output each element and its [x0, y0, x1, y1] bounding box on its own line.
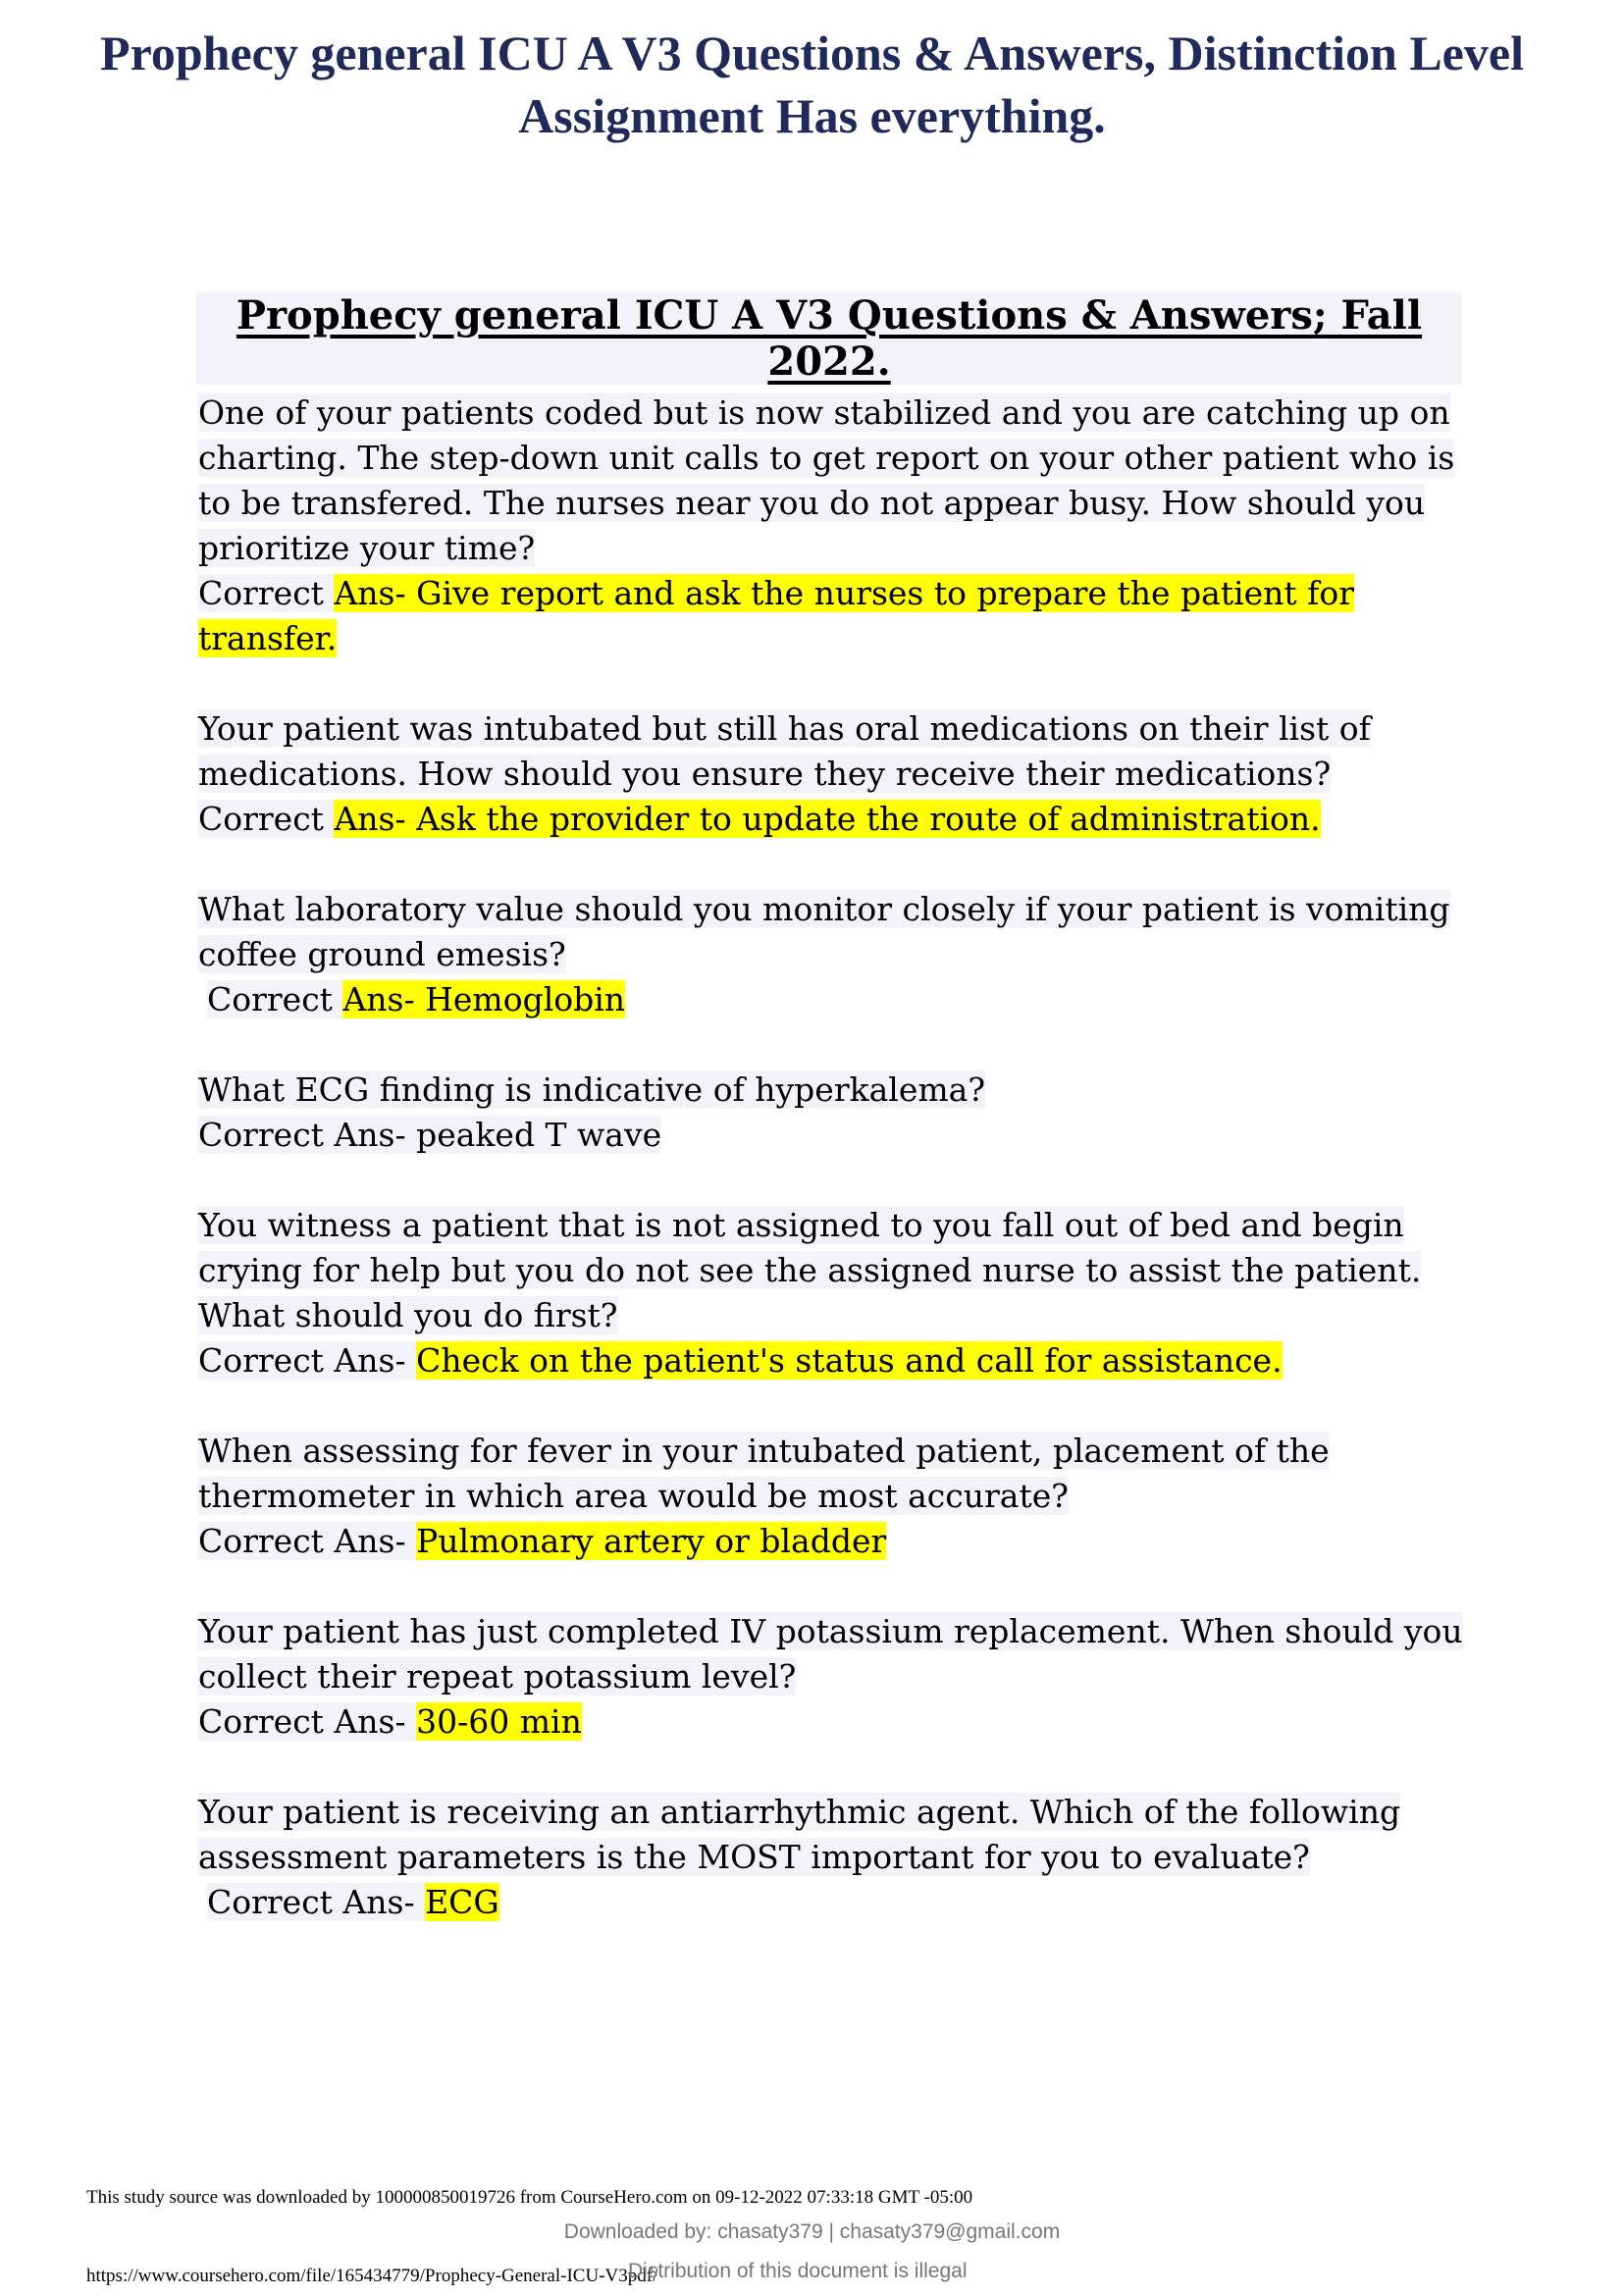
- question-text: You witness a patient that is not assigned to you fall out of bed and begin crying for help but you do not see the assigned nurse to assist the patient. What should you do first?: [198, 1206, 1422, 1334]
- answer-highlight: ECG: [425, 1883, 499, 1921]
- question-text: Your patient is receiving an antiarrhythmic agent. Which of the following assessment parameters is the MOST important for you to evaluate?: [198, 1793, 1401, 1876]
- answer-prefix: Correct: [198, 800, 335, 838]
- answer-prefix: Correct: [207, 980, 343, 1018]
- document-title: Prophecy general ICU A V3 Questions & Answers, Distinction Level Assignment Has everything.: [100, 26, 1524, 143]
- qa-item: [198, 391, 1474, 661]
- footer-distribution-notice: Distribution of this document is illegal: [628, 2260, 968, 2282]
- qa-list: [198, 391, 1474, 1970]
- footer-url-link[interactable]: https://www.coursehero.com/file/165434779/Prophecy-General-ICU-V3pdf/: [86, 2266, 658, 2286]
- answer-highlight: Ans- Give report and ask the nurses to prepare the patient for transfer.: [198, 574, 1355, 657]
- question-text: What laboratory value should you monitor closely if your patient is vomiting coffee ground emesis?: [198, 890, 1450, 973]
- question-text: Your patient has just completed IV potassium replacement. When should you collect their repeat potassium level?: [198, 1612, 1463, 1696]
- footer-source-note: This study source was downloaded by 100000850019726 from CourseHero.com on 09-12-2022 07:33:18 GMT -05:00: [86, 2187, 973, 2208]
- qa-item: [198, 1790, 1474, 1925]
- answer-prefix: Correct Ans-: [198, 1522, 417, 1560]
- question-text: What ECG finding is indicative of hyperkalema?: [198, 1070, 986, 1109]
- question-text: Your patient was intubated but still has oral medications on their list of medications. How should you ensure they receive their medications?: [198, 709, 1371, 793]
- answer-highlight: Ans- Hemoglobin: [342, 980, 626, 1018]
- answer-prefix: Correct Ans-: [198, 1341, 417, 1380]
- answer-prefix: Correct: [198, 574, 335, 612]
- qa-item: [198, 887, 1474, 1022]
- qa-item: [198, 1068, 1474, 1158]
- qa-item: [198, 1429, 1474, 1564]
- answer-prefix: Correct Ans- peaked T wave: [198, 1116, 662, 1154]
- answer-highlight: Check on the patient's status and call for assistance.: [416, 1341, 1283, 1380]
- answer-highlight: Pulmonary artery or bladder: [416, 1522, 887, 1560]
- qa-item: [198, 706, 1474, 842]
- question-text: When assessing for fever in your intubated patient, placement of the thermometer in which area would be most accurate?: [198, 1432, 1330, 1515]
- qa-item: [198, 1203, 1474, 1383]
- question-text: One of your patients coded but is now stabilized and you are catching up on charting. The step-down unit calls to get report on your other patient who is to be transfered. The nurses near you do not appear busy. How should you prioritize your time?: [198, 393, 1455, 567]
- qa-item: [198, 1609, 1474, 1745]
- answer-prefix: Correct Ans-: [198, 1702, 417, 1741]
- footer-downloaded-by: Downloaded by: chasaty379 | chasaty379@gmail.com: [563, 2220, 1061, 2243]
- document-heading: Prophecy general ICU A V3 Questions & Answers; Fall 2022.: [196, 292, 1462, 385]
- answer-prefix: Correct Ans-: [207, 1883, 426, 1921]
- answer-highlight: Ans- Ask the provider to update the route of administration.: [334, 800, 1321, 838]
- answer-highlight: 30-60 min: [416, 1702, 582, 1741]
